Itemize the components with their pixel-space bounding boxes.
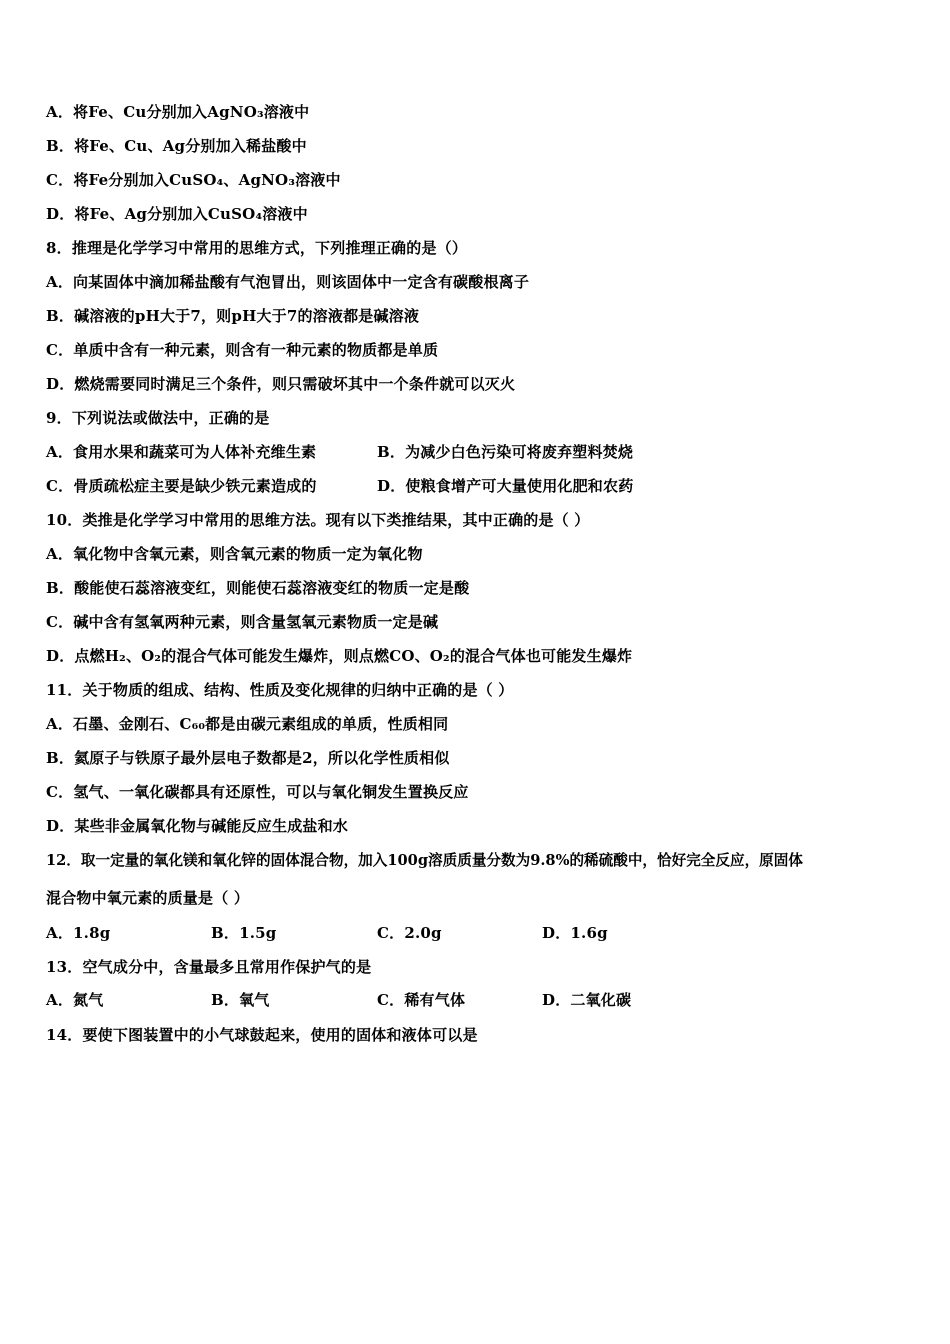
q13-option-d: D．二氧化碳 (542, 991, 632, 1009)
q7-option-a: A．将Fe、Cu分别加入AgNO₃溶液中 (46, 103, 310, 121)
q8-option-a: A．向某固体中滴加稀盐酸有气泡冒出，则该固体中一定含有碳酸根离子 (46, 273, 530, 291)
q12-stem-line2: 混合物中氧元素的质量是（ ） (46, 889, 250, 907)
q9-option-d: D．使粮食增产可大量使用化肥和农药 (377, 477, 634, 495)
q13-option-a: A．氮气 (46, 991, 104, 1009)
q7-option-b: B．将Fe、Cu、Ag分别加入稀盐酸中 (46, 137, 307, 155)
q10-option-b: B．酸能使石蕊溶液变红，则能使石蕊溶液变红的物质一定是酸 (46, 579, 470, 597)
q11-stem: 11．关于物质的组成、结构、性质及变化规律的归纳中正确的是（ ） (46, 681, 514, 699)
q13-option-c: C．稀有气体 (377, 991, 466, 1009)
q11-option-c: C．氢气、一氧化碳都具有还原性，可以与氧化铜发生置换反应 (46, 783, 469, 801)
q10-option-c: C．碱中含有氢氧两种元素，则含量氢氧元素物质一定是碱 (46, 613, 439, 631)
q10-stem: 10．类推是化学学习中常用的思维方法。现有以下类推结果，其中正确的是（ ） (46, 511, 590, 529)
q12-option-d: D．1.6g (542, 924, 608, 942)
q12-option-b: B．1.5g (211, 924, 277, 942)
q10-option-a: A．氧化物中含氧元素，则含氧元素的物质一定为氧化物 (46, 545, 423, 563)
q9-option-c: C．骨质疏松症主要是缺少铁元素造成的 (46, 477, 317, 495)
q9-option-a: A．食用水果和蔬菜可为人体补充维生素 (46, 443, 317, 461)
q13-option-b: B．氧气 (211, 991, 270, 1009)
q9-stem: 9．下列说法或做法中，正确的是 (46, 409, 270, 427)
q9-option-b: B．为减少白色污染可将废弃塑料焚烧 (377, 443, 634, 461)
q7-option-c: C．将Fe分别加入CuSO₄、AgNO₃溶液中 (46, 171, 341, 189)
q12-option-c: C．2.0g (377, 924, 442, 942)
q8-option-d: D．燃烧需要同时满足三个条件，则只需破坏其中一个条件就可以灭火 (46, 375, 516, 393)
q8-option-c: C．单质中含有一种元素，则含有一种元素的物质都是单质 (46, 341, 439, 359)
q13-stem: 13．空气成分中，含量最多且常用作保护气的是 (46, 958, 372, 976)
q11-option-a: A．石墨、金刚石、C₆₀都是由碳元素组成的单质，性质相同 (46, 715, 449, 733)
q10-option-d: D．点燃H₂、O₂的混合气体可能发生爆炸，则点燃CO、O₂的混合气体也可能发生爆炸 (46, 647, 633, 665)
q11-option-b: B．氦原子与铁原子最外层电子数都是2，所以化学性质相似 (46, 749, 450, 767)
q14-stem: 14．要使下图装置中的小气球鼓起来，使用的固体和液体可以是 (46, 1026, 478, 1044)
q8-stem: 8．推理是化学学习中常用的思维方式，下列推理正确的是（） (46, 239, 468, 257)
q7-option-d: D．将Fe、Ag分别加入CuSO₄溶液中 (46, 205, 308, 223)
q8-option-b: B．碱溶液的pH大于7，则pH大于7的溶液都是碱溶液 (46, 307, 420, 325)
q11-option-d: D．某些非金属氧化物与碱能反应生成盐和水 (46, 817, 349, 835)
q12-option-a: A．1.8g (46, 924, 111, 942)
q12-stem-line1: 12．取一定量的氧化镁和氧化锌的固体混合物，加入100g溶质质量分数为9.8%的稀硫酸中，恰好完全反应，原固体 (46, 852, 803, 869)
